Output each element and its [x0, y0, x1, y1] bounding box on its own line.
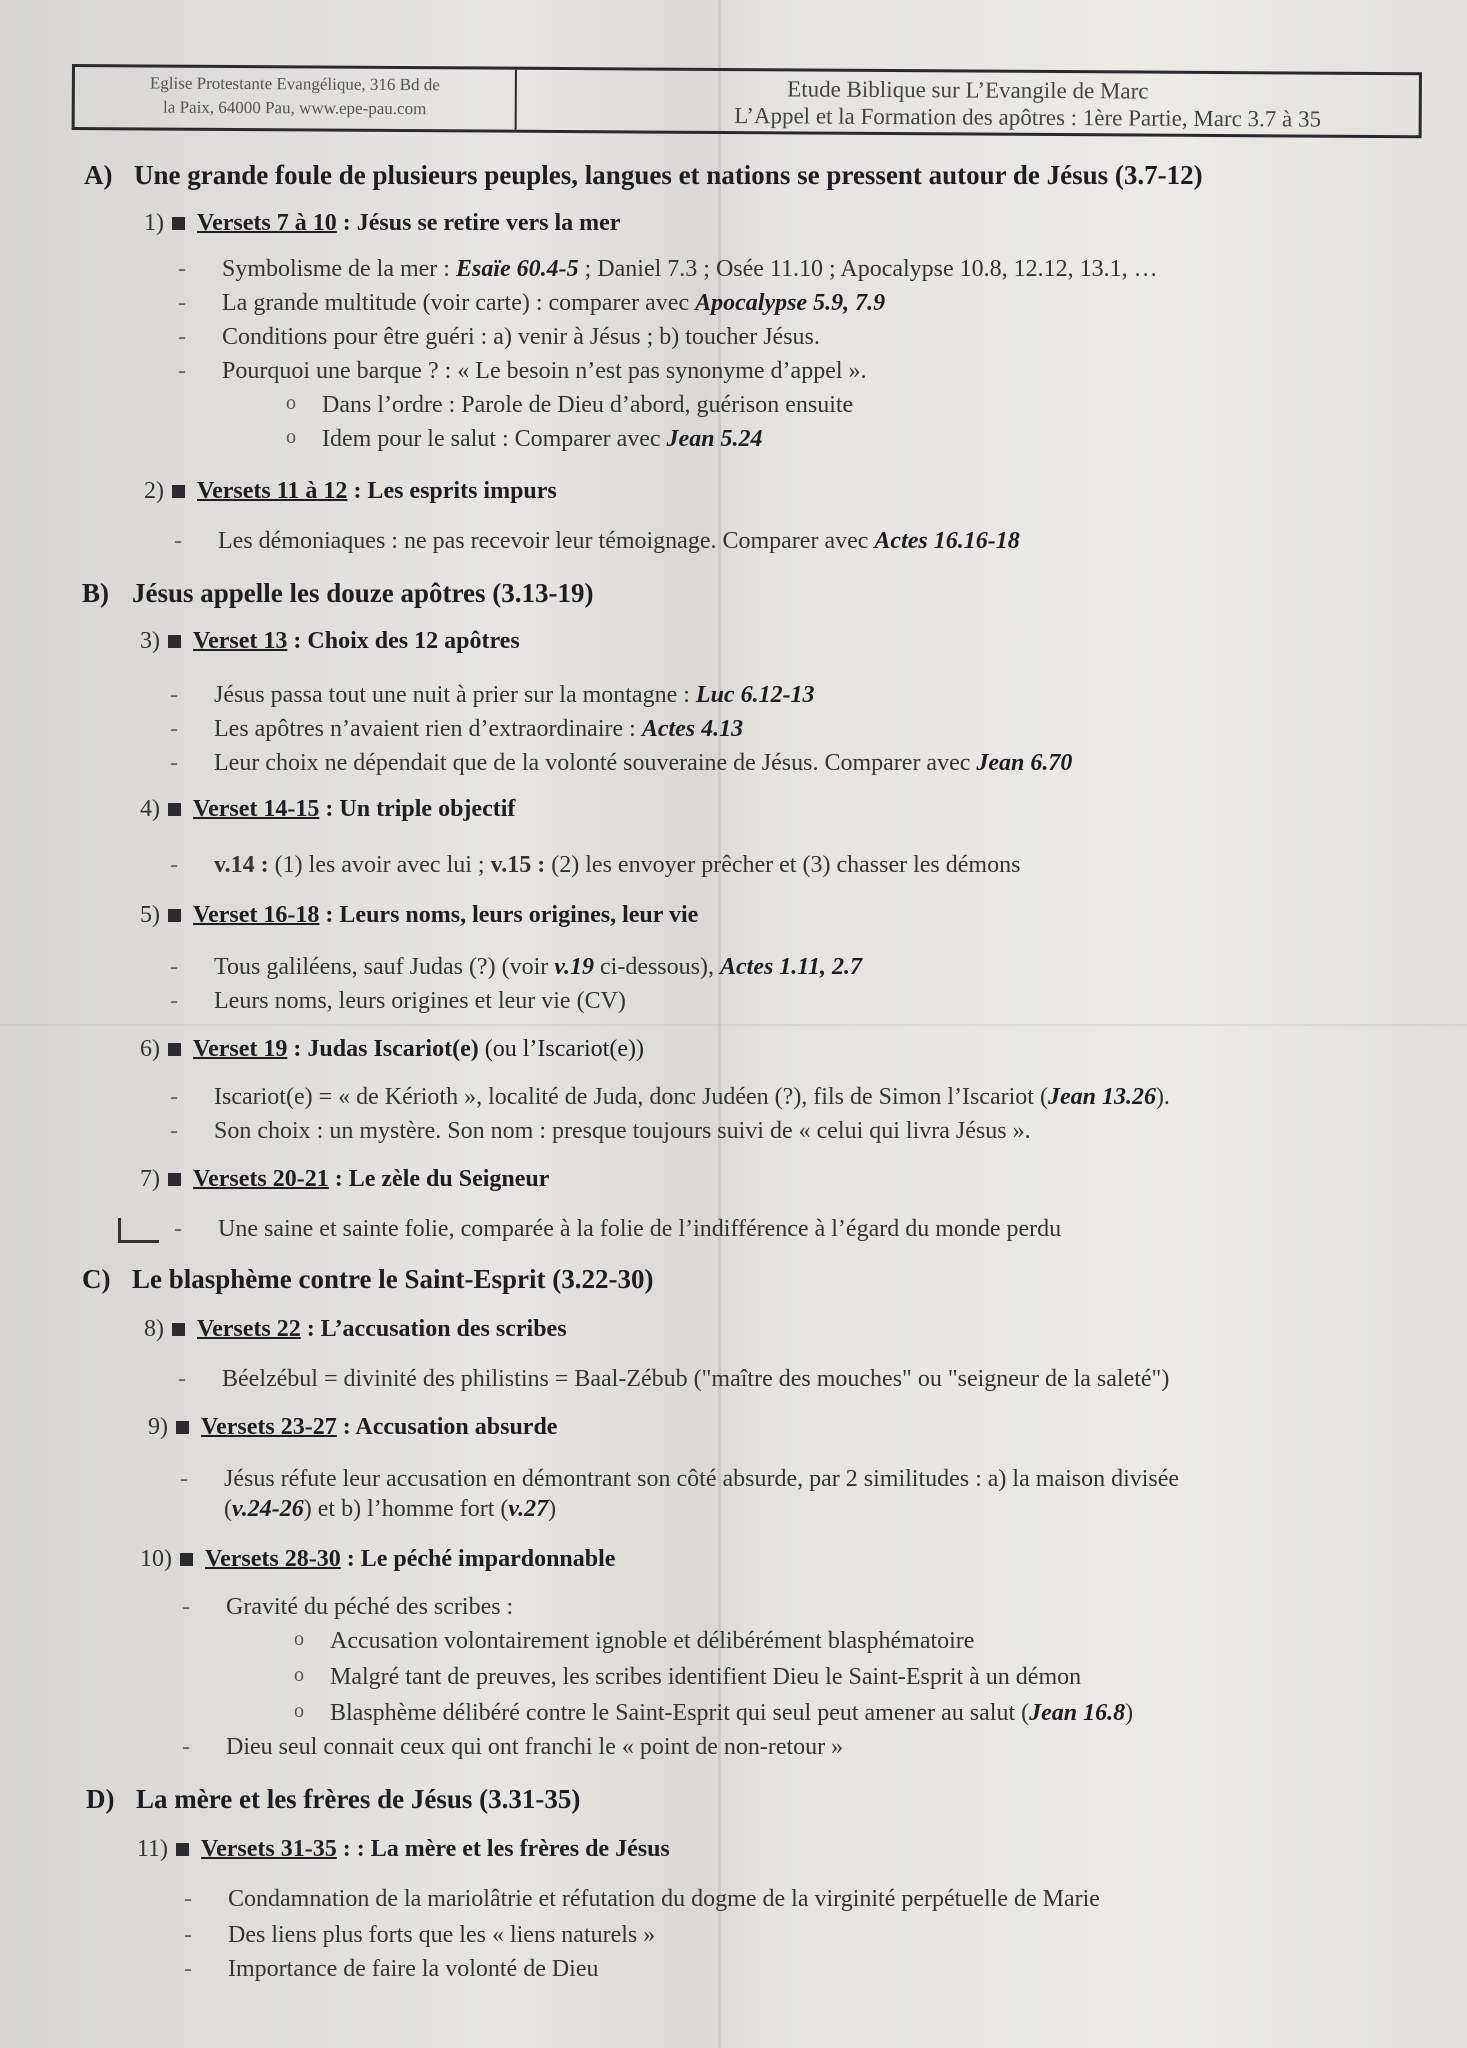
subsection-number: 5): [140, 902, 160, 928]
list-item: [170, 716, 744, 743]
subsection-title: : Judas Iscariot(e): [287, 1036, 479, 1062]
subsection-title: : Un triple objectif: [319, 796, 516, 822]
circle-bullet-icon: o: [294, 1664, 304, 1686]
section-b-heading: [82, 578, 593, 609]
dash-bullet-icon: -: [182, 1734, 190, 1760]
item-text: Leur choix ne dépendait que de la volonté souveraine de Jésus. Comparer avec: [214, 750, 977, 776]
subsection-number: 3): [140, 628, 160, 654]
item-text: Jésus réfute leur accusation en démontrant son côté absurde, par 2 similitudes : a) la maison divisée: [224, 1466, 1180, 1492]
subsection-number: 4): [140, 796, 160, 822]
section-title: Jésus appelle les douze apôtres (3.13-19): [132, 578, 594, 608]
list-item: [170, 1118, 1031, 1145]
subsection-8-heading: [120, 1316, 567, 1343]
list-item: [178, 256, 1158, 283]
subsection-number: 8): [144, 1316, 164, 1342]
item-text: Malgré tant de preuves, les scribes identifient Dieu le Saint-Esprit à un démon: [330, 1664, 1082, 1690]
item-text: Dans l’ordre : Parole de Dieu d’abord, guérison ensuite: [322, 392, 854, 418]
subsection-6-heading: [116, 1036, 644, 1063]
dash-bullet-icon: -: [184, 1922, 192, 1948]
bible-reference: Jean 13.26: [1047, 1084, 1156, 1110]
subsection-number: 7): [140, 1166, 160, 1192]
list-item: [294, 1628, 975, 1655]
verse-label: v.14 :: [214, 852, 269, 878]
dash-bullet-icon: -: [178, 358, 186, 384]
list-item: [170, 954, 862, 981]
dash-bullet-icon: -: [170, 716, 178, 742]
list-item: [170, 1084, 1170, 1111]
list-item: [184, 1886, 1100, 1913]
item-text: Idem pour le salut : Comparer avec: [322, 426, 667, 452]
item-text: Son choix : un mystère. Son nom : presque toujours suivi de « celui qui livra Jésus ».: [214, 1118, 1031, 1144]
section-letter: C): [82, 1264, 111, 1294]
dash-bullet-icon: -: [174, 1216, 182, 1242]
item-text: Condamnation de la mariolâtrie et réfutation du dogme de la virginité perpétuelle de Marie: [228, 1886, 1100, 1912]
square-bullet-icon: [168, 909, 181, 922]
bible-reference: Esaïe 60.4-5: [455, 256, 579, 282]
subsection-5-heading: [116, 902, 698, 929]
subsection-title: : Les esprits impurs: [347, 478, 557, 504]
section-title: La mère et les frères de Jésus (3.31-35): [136, 1784, 581, 1814]
item-text: ) et b) l’homme fort (: [303, 1496, 509, 1522]
list-item: [286, 426, 763, 453]
subsection-3-heading: [116, 628, 520, 655]
item-text: Les apôtres n’avaient rien d’extraordinaire :: [214, 716, 642, 742]
section-title: Une grande foule de plusieurs peuples, langues et nations se pressent autour de Jésus (3.7-12): [134, 160, 1203, 190]
dash-bullet-icon: -: [178, 256, 186, 282]
church-address: [75, 67, 517, 130]
item-text: ): [1125, 1700, 1134, 1726]
verse-reference: Verset 16-18: [193, 902, 320, 928]
dash-bullet-icon: -: [170, 1118, 178, 1144]
list-item: [294, 1664, 1082, 1691]
square-bullet-icon: [176, 1843, 189, 1856]
subsection-title: : Accusation absurde: [336, 1414, 558, 1440]
subsection-title: : Jésus se retire vers la mer: [336, 210, 621, 236]
list-item: [184, 1922, 656, 1949]
section-c-heading: [82, 1264, 653, 1295]
item-text: La grande multitude (voir carte) : comparer avec: [222, 290, 696, 316]
list-item: [170, 750, 1073, 777]
dash-bullet-icon: -: [170, 988, 178, 1014]
list-item: [182, 1594, 514, 1621]
subsection-number: 10): [140, 1546, 172, 1572]
item-text: Dieu seul connait ceux qui ont franchi le « point de non-retour »: [226, 1734, 844, 1760]
item-text: ci-dessous),: [594, 954, 720, 980]
square-bullet-icon: [180, 1553, 193, 1566]
square-bullet-icon: [172, 217, 185, 230]
item-text: Conditions pour être guéri : a) venir à Jésus ; b) toucher Jésus.: [222, 324, 820, 350]
item-text: (: [224, 1496, 232, 1522]
study-title-line1: Etude Biblique sur L’Evangile de Marc: [787, 76, 1149, 104]
study-title-line2: L’Appel et la Formation des apôtres : 1ère Partie, Marc 3.7 à 35: [734, 103, 1322, 132]
bible-reference: v.24-26: [232, 1496, 304, 1522]
dash-bullet-icon: -: [170, 1084, 178, 1110]
square-bullet-icon: [176, 1421, 189, 1434]
item-text: Importance de faire la volonté de Dieu: [228, 1956, 599, 1982]
list-item: [178, 290, 886, 317]
subsection-11-heading: [124, 1836, 670, 1863]
dash-bullet-icon: -: [170, 954, 178, 980]
verse-label: v.15 :: [490, 852, 546, 878]
section-letter: B): [82, 578, 109, 608]
list-item: [294, 1700, 1134, 1727]
item-text: Les démoniaques : ne pas recevoir leur témoignage. Comparer avec: [218, 528, 875, 554]
dash-bullet-icon: -: [184, 1886, 192, 1912]
subsection-number: 1): [144, 210, 164, 236]
subsection-2-heading: [120, 478, 557, 505]
square-bullet-icon: [172, 485, 185, 498]
verse-reference: Versets 23-27: [201, 1414, 337, 1440]
bible-reference: Luc 6.12-13: [695, 682, 815, 708]
verse-reference: Verset 13: [193, 628, 288, 654]
subsection-title: : Le péché impardonnable: [340, 1546, 616, 1572]
subsection-10-heading: [128, 1546, 615, 1573]
dash-bullet-icon: -: [178, 324, 186, 350]
item-text: Iscariot(e) = « de Kérioth », localité de Juda, donc Judéen (?), fils de Simon l’Iscariot (: [214, 1084, 1048, 1110]
item-text: Symbolisme de la mer :: [222, 256, 456, 282]
square-bullet-icon: [168, 803, 181, 816]
subsection-7-heading: [116, 1166, 549, 1193]
church-address-line1: Eglise Protestante Evangélique, 316 Bd de: [149, 73, 440, 95]
subsection-number: 11): [136, 1836, 168, 1862]
item-text: Gravité du péché des scribes :: [226, 1594, 514, 1620]
list-item: [170, 988, 626, 1015]
list-item: [170, 852, 1021, 879]
dash-bullet-icon: -: [178, 1366, 186, 1392]
list-item: [178, 1366, 1170, 1393]
bible-reference: Jean 16.8: [1029, 1700, 1126, 1726]
bible-reference: Jean 6.70: [976, 750, 1073, 776]
subsection-9-heading: [124, 1414, 557, 1441]
verse-reference: Versets 31-35: [201, 1836, 337, 1862]
dash-bullet-icon: -: [178, 290, 186, 316]
bible-reference: Actes 4.13: [641, 716, 744, 742]
subsection-number: 9): [148, 1414, 168, 1440]
item-text: Jésus passa tout une nuit à prier sur la montagne :: [214, 682, 696, 708]
bible-reference: Actes 16.16-18: [874, 528, 1020, 554]
bible-reference: v.19: [554, 954, 594, 980]
dash-bullet-icon: -: [182, 1594, 190, 1620]
list-item: [286, 392, 854, 419]
section-title: Le blasphème contre le Saint-Esprit (3.22-30): [132, 1264, 654, 1294]
subsection-title-note: (ou l’Iscariot(e)): [478, 1036, 644, 1062]
list-item: [180, 1466, 1180, 1493]
subsection-title: : Choix des 12 apôtres: [287, 628, 520, 654]
item-text: Blasphème délibéré contre le Saint-Esprit qui seul peut amener au salut (: [330, 1700, 1030, 1726]
study-title: [517, 70, 1419, 136]
list-item: [174, 1216, 1062, 1243]
list-item: [178, 358, 867, 385]
list-item: [182, 1734, 844, 1761]
circle-bullet-icon: o: [286, 426, 296, 448]
section-a-heading: [84, 160, 1203, 191]
list-item: [170, 682, 815, 709]
item-text: ).: [1155, 1084, 1170, 1110]
verse-reference: Versets 22: [197, 1316, 301, 1342]
bible-reference: Apocalypse 5.9, 7.9: [695, 290, 886, 316]
bible-reference: Jean 5.24: [666, 426, 763, 452]
square-bullet-icon: [172, 1323, 185, 1336]
item-text: ; Daniel 7.3 ; Osée 11.10 ; Apocalypse 10.8, 12.12, 13.1, …: [578, 256, 1158, 282]
dash-bullet-icon: -: [174, 528, 182, 554]
square-bullet-icon: [168, 635, 181, 648]
item-text: Béelzébul = divinité des philistins = Baal-Zébub ("maître des mouches" ou "seigneur de la saleté"): [222, 1366, 1170, 1392]
square-bullet-icon: [168, 1173, 181, 1186]
circle-bullet-icon: o: [294, 1628, 304, 1650]
verse-reference: Verset 19: [193, 1036, 288, 1062]
circle-bullet-icon: o: [294, 1700, 304, 1722]
fold-line-horizontal: [0, 1024, 1467, 1026]
handwritten-bracket-mark: [118, 1218, 159, 1243]
subsection-1-heading: [120, 210, 620, 237]
item-text: (1) les avoir avec lui ;: [268, 852, 491, 878]
verse-reference: Versets 28-30: [205, 1546, 341, 1572]
dash-bullet-icon: -: [184, 1956, 192, 1982]
bible-reference: Actes 1.11, 2.7: [719, 954, 862, 980]
subsection-title: : Leurs noms, leurs origines, leur vie: [319, 902, 699, 928]
circle-bullet-icon: o: [286, 392, 296, 414]
list-item-continuation: [224, 1496, 556, 1523]
dash-bullet-icon: -: [170, 682, 178, 708]
verse-reference: Versets 7 à 10: [197, 210, 337, 236]
dash-bullet-icon: -: [170, 852, 178, 878]
subsection-title: : : La mère et les frères de Jésus: [336, 1836, 670, 1862]
bible-reference: v.27: [508, 1496, 549, 1522]
item-text: ): [548, 1496, 557, 1522]
section-d-heading: [86, 1784, 580, 1815]
verse-reference: Versets 20-21: [193, 1166, 329, 1192]
item-text: Une saine et sainte folie, comparée à la folie de l’indifférence à l’égard du monde perdu: [218, 1216, 1062, 1242]
item-text: Tous galiléens, sauf Judas (?) (voir: [214, 954, 555, 980]
verse-reference: Versets 11 à 12: [197, 478, 348, 504]
list-item: [174, 528, 1020, 555]
subsection-title: : Le zèle du Seigneur: [328, 1166, 550, 1192]
church-address-line2: la Paix, 64000 Pau, www.epe-pau.com: [163, 97, 427, 119]
item-text: (2) les envoyer prêcher et (3) chasser les démons: [545, 852, 1021, 878]
subsection-number: 2): [144, 478, 164, 504]
section-letter: A): [84, 160, 113, 190]
section-letter: D): [86, 1784, 115, 1814]
subsection-4-heading: [116, 796, 515, 823]
item-text: Accusation volontairement ignoble et délibérément blasphématoire: [330, 1628, 975, 1654]
header-box: [72, 64, 1422, 138]
item-text: Pourquoi une barque ? : « Le besoin n’est pas synonyme d’appel ».: [222, 358, 867, 384]
item-text: Des liens plus forts que les « liens naturels »: [228, 1922, 656, 1948]
item-text: Leurs noms, leurs origines et leur vie (CV): [214, 988, 626, 1014]
dash-bullet-icon: -: [170, 750, 178, 776]
list-item: [184, 1956, 599, 1983]
dash-bullet-icon: -: [180, 1466, 188, 1492]
verse-reference: Verset 14-15: [193, 796, 320, 822]
subsection-title: : L’accusation des scribes: [300, 1316, 567, 1342]
list-item: [178, 324, 820, 351]
subsection-number: 6): [140, 1036, 160, 1062]
square-bullet-icon: [168, 1043, 181, 1056]
